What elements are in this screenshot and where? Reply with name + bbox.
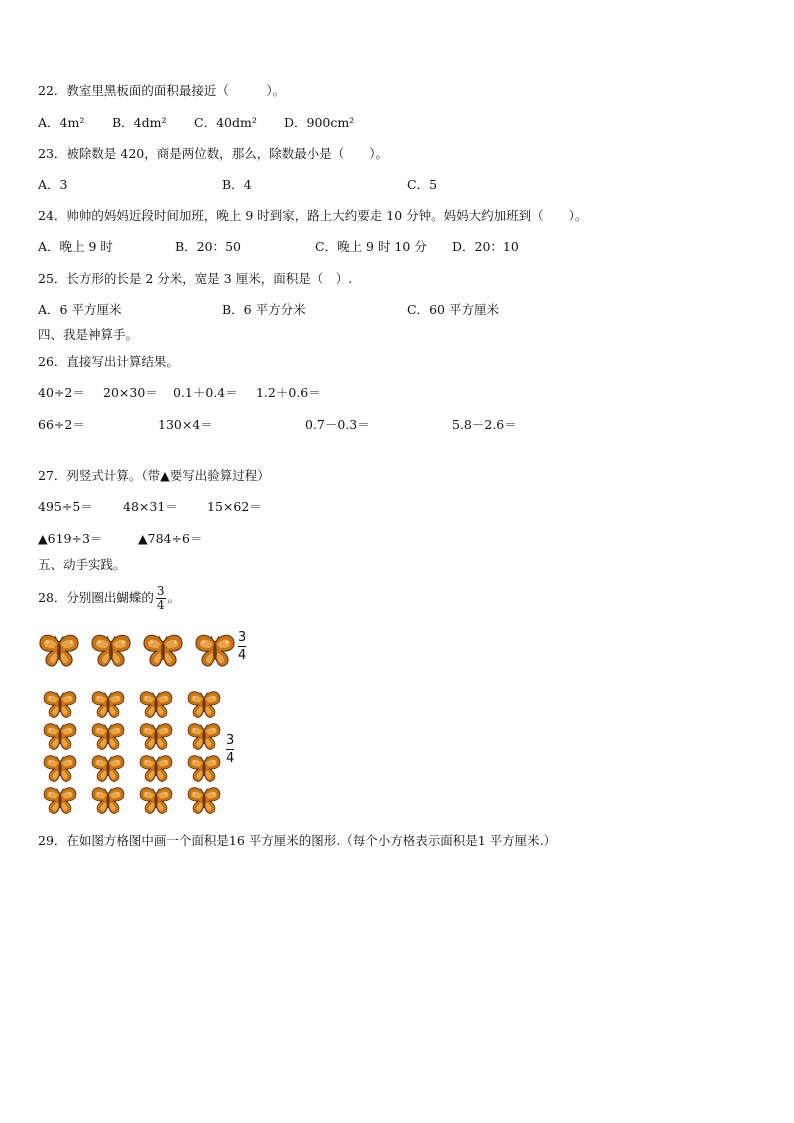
butterfly-icon xyxy=(91,632,131,668)
q25-option-a: A．6 平方厘米 xyxy=(38,302,122,317)
butterfly-icon xyxy=(89,689,127,719)
q25-option-c: C．60 平方厘米 xyxy=(407,302,499,317)
fraction-denominator: 4 xyxy=(226,751,235,766)
section-5-heading: 五、动手实践。 xyxy=(38,557,126,572)
q22-option-c: C．40dm² xyxy=(194,115,257,130)
q27-item: 495÷5＝ xyxy=(38,499,93,514)
q26-item: 0.1＋0.4＝ xyxy=(173,385,238,400)
butterfly-icon xyxy=(89,785,127,815)
fraction-numerator: 3 xyxy=(156,584,165,598)
question-27: 27．列竖式计算。（带▲要写出验算过程） xyxy=(38,468,270,483)
q25-option-b: B．6 平方分米 xyxy=(222,302,306,317)
butterfly-icon xyxy=(137,689,175,719)
group2-fraction-label xyxy=(226,733,234,766)
fraction-numerator: 3 xyxy=(226,733,235,748)
butterfly-icon xyxy=(195,632,235,668)
butterfly-icon xyxy=(137,753,175,783)
butterfly-icon xyxy=(41,785,79,815)
q26-item: 20×30＝ xyxy=(103,385,158,400)
q26-item: 0.7－0.3＝ xyxy=(305,417,370,432)
q28-suffix: 。 xyxy=(167,590,181,605)
q28-fraction xyxy=(156,585,166,612)
q26-item: 1.2＋0.6＝ xyxy=(256,385,321,400)
question-29: 29．在如图方格图中画一个面积是16 平方厘米的图形.（每个小方格表示面积是1 平方厘米.） xyxy=(38,833,557,848)
fraction-denominator: 4 xyxy=(156,598,165,612)
q26-item: 130×4＝ xyxy=(158,417,213,432)
q23-option-a: A．3 xyxy=(38,177,68,192)
q22-option-a: A．4m² xyxy=(38,115,85,130)
butterfly-icon xyxy=(185,721,223,751)
butterfly-icon xyxy=(89,721,127,751)
q26-item: 66÷2＝ xyxy=(38,417,85,432)
q24-option-d: D．20：10 xyxy=(452,239,519,254)
q22-option-b: B．4dm² xyxy=(112,115,167,130)
butterfly-icon xyxy=(39,632,79,668)
q22-option-d: D．900cm² xyxy=(284,115,355,130)
butterfly-icon xyxy=(137,721,175,751)
butterfly-icon xyxy=(137,785,175,815)
butterfly-icon xyxy=(41,721,79,751)
q28-prefix: 28．分别圈出蝴蝶的 xyxy=(38,590,154,605)
question-25: 25．长方形的长是 2 分米，宽是 3 厘米，面积是（ ）. xyxy=(38,271,353,286)
question-22: 22．教室里黑板面的面积最接近（ ）。 xyxy=(38,83,286,98)
section-4-heading: 四、我是神算手。 xyxy=(38,327,139,342)
question-28 xyxy=(38,578,180,618)
butterfly-icon xyxy=(41,753,79,783)
butterfly-icon xyxy=(185,753,223,783)
fraction-numerator: 3 xyxy=(238,630,247,645)
question-26: 26．直接写出计算结果。 xyxy=(38,354,179,369)
q24-option-b: B．20：50 xyxy=(175,239,241,254)
q27-item: ▲619÷3＝ xyxy=(38,531,103,546)
q26-item: 40÷2＝ xyxy=(38,385,85,400)
q27-item: 48×31＝ xyxy=(123,499,178,514)
butterfly-icon xyxy=(143,632,183,668)
butterfly-icon xyxy=(185,785,223,815)
q24-option-a: A．晚上 9 时 xyxy=(38,239,113,254)
q24-option-c: C．晚上 9 时 10 分 xyxy=(315,239,427,254)
q23-option-c: C．5 xyxy=(407,177,438,192)
group1-fraction-label xyxy=(238,630,246,663)
fraction-denominator: 4 xyxy=(238,648,247,663)
q27-item: 15×62＝ xyxy=(207,499,262,514)
butterfly-icon xyxy=(89,753,127,783)
q26-item: 5.8－2.6＝ xyxy=(452,417,517,432)
butterfly-icon xyxy=(185,689,223,719)
question-23: 23．被除数是 420，商是两位数，那么，除数最小是（ ）。 xyxy=(38,146,388,161)
question-24: 24．帅帅的妈妈近段时间加班，晚上 9 时到家，路上大约要走 10 分钟。妈妈大约加班到（ ）。 xyxy=(38,208,588,223)
butterfly-icon xyxy=(41,689,79,719)
q23-option-b: B．4 xyxy=(222,177,252,192)
q27-item: ▲784÷6＝ xyxy=(138,531,203,546)
